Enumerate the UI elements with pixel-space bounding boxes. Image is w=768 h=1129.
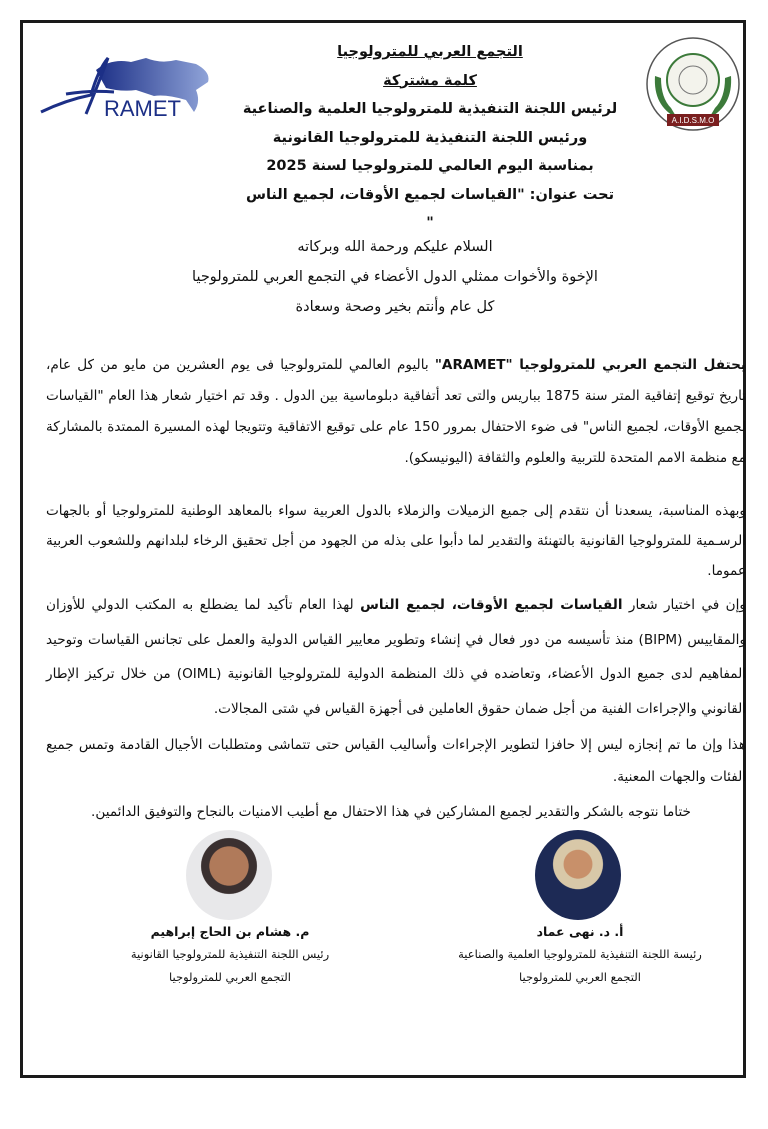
paragraph-3 xyxy=(46,588,762,726)
paragraph-3-text: لهذا العام تأكيد لما يضطلع به المكتب الدولي للأوزان والمقاييس (BIPM) منذ تأسيسه من دور فعال في إنشاء وتطوير معايير القياس الدولية والعمل على تجانس القياسات وتوحيد المفاهيم لدى جميع الدول الأعضاء، وتعاضده في ذلك المنظمة الدولية للمترولوجيا القانونية (OIML) من خلال تركيز الإطار القانوني والإجراءات الفنية من أجل ضمان حقوق العاملين فى أجهزة القياس في شتى المجالات. xyxy=(46,597,747,717)
paragraph-2: وبهذه المناسبة، يسعدنا أن نتقدم إلى جميع الزميلات والزملاء بالدول العربية سواء بالمعاهد الوطنية للمترولوجيا أو بالجهات الرسـمية للمترولوجيا القانونية بالتهنئة والتقدير لما دأبوا على بذله من الجهود من أجل تحقيق الرخاء لبلدانهم وللشعوب العربية عموما. xyxy=(46,503,746,579)
signatory-2 xyxy=(430,920,730,989)
signatory-name: أ. د. نهى عماد xyxy=(536,924,624,939)
paragraph-1-text: باليوم العالمي للمترولوجيا فى يوم العشرين من مايو من كل عام، تاريخ توقيع إتفاقية المتر سنة 1875 بباريس والتى تعد أتفاقية دبلوماسية بين الدول . وقد تم اختيار شعار هذا العام "القياسات لجميع الأوقات، لجميع الناس" فى ضوء الاحتفال بمرور 150 عام على توقيع الاتفاقية وتتويجا لهذه المسيرة الممتدة بالمشاركة مع منظمة الامم المتحدة للتربية والعلوم والثقافة (اليونيسكو). xyxy=(46,357,746,466)
greeting xyxy=(150,232,640,322)
svg-text:RAMET: RAMET xyxy=(104,96,181,121)
signatory-role: رئيس اللجنة التنفيذية للمترولوجيا القانونية xyxy=(130,947,330,961)
closing-paragraph: ختاما نتوجه بالشكر والتقدير لجميع المشاركين في هذا الاحتفال مع أطيب الامنيات بالنجاح والتوفيق الدائمين. xyxy=(91,804,691,820)
header-line: لرئيس اللجنة التنفيذية للمترولوجيا العلمية والصناعية xyxy=(242,101,618,117)
org-title: التجمع العربي للمترولوجيا xyxy=(337,44,523,60)
signatory-org: التجمع العربي للمترولوجيا xyxy=(519,970,641,984)
header-line: ورئيس اللجنة التنفيذية للمترولوجيا القانونية xyxy=(272,129,588,146)
greeting-line: الإخوة والأخوات ممثلي الدول الأعضاء في التجمع العربي للمترولوجيا xyxy=(192,269,598,285)
aidsmo-seal xyxy=(641,36,745,134)
letter-header xyxy=(240,38,620,238)
aramet-logo xyxy=(36,50,221,125)
header-line: تحت عنوان: "القياسات لجميع الأوقات، لجميع الناس " xyxy=(245,186,615,231)
paragraph-3-start: وإن في اختيار شعار xyxy=(622,597,746,613)
paragraph-1 xyxy=(46,350,762,474)
signatory-1 xyxy=(80,920,380,989)
paragraph-1-bold: يحتفل التجمع العربي للمترولوجيا "ARAMET" xyxy=(434,357,746,373)
paragraph-3-bold: القياسات لجميع الأوقات، لجميع الناس xyxy=(360,597,623,613)
letter-subtitle: كلمة مشتركة xyxy=(383,72,477,89)
greeting-line: السلام عليكم ورحمة الله وبركاته xyxy=(297,239,493,255)
header-line: بمناسبة اليوم العالمي للمترولوجيا لسنة 2025 xyxy=(266,158,594,174)
signatory-photo-2 xyxy=(535,830,621,920)
signatory-photo-1 xyxy=(186,830,272,920)
signatory-role: رئيسة اللجنة التنفيذية للمترولوجيا العلمية والصناعية xyxy=(458,947,702,961)
signatory-org: التجمع العربي للمترولوجيا xyxy=(169,970,291,984)
svg-text:A.I.D.S.M.O: A.I.D.S.M.O xyxy=(671,116,715,125)
signatory-name: م. هشام بن الحاج إبراهيم xyxy=(150,924,310,939)
paragraph-4: هذا وإن ما تم إنجازه ليس إلا حافزا لتطوير الإجراءات وأساليب القياس حتى تتماشى ومتطلبات الأجيال القادمة وتمس جميع الفئات والجهات المعنية. xyxy=(46,737,746,785)
greeting-line: كل عام وأنتم بخير وصحة وسعادة xyxy=(295,299,495,315)
